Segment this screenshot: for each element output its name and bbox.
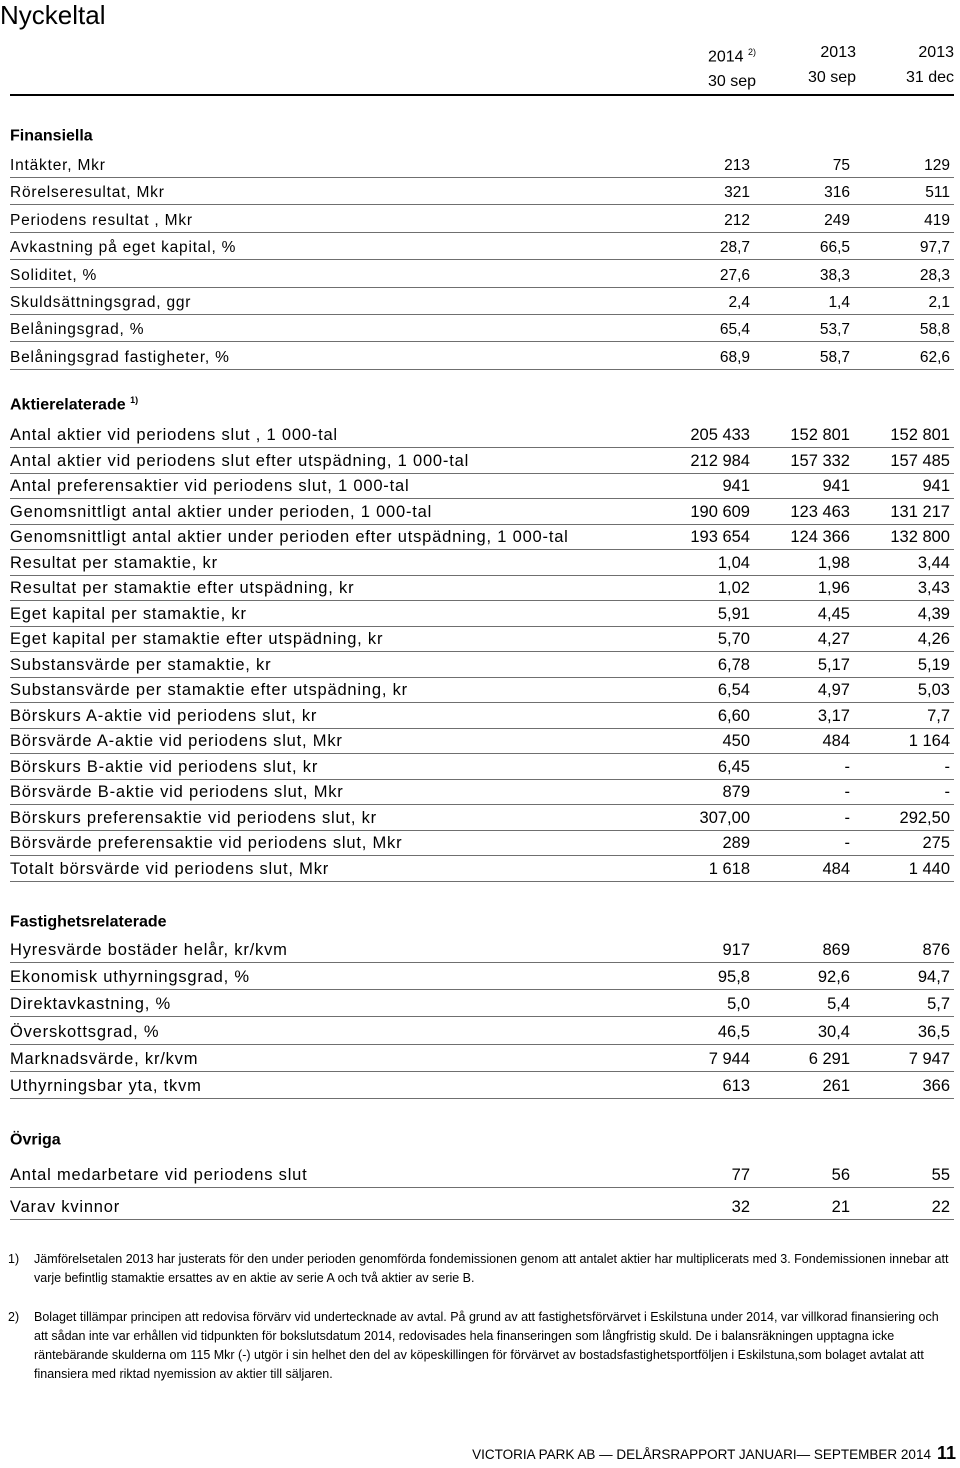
row-value-col2: 124 366 [790,528,850,546]
section-title-aktie [10,395,138,414]
row-value-col3: 511 [925,184,950,201]
row-value-col1: 917 [722,941,750,959]
table-row [10,964,954,990]
footnote-text: Jämförelsetalen 2013 har justerats för den under perioden genomförda fondemissionen genom att antalet aktier har multiplicerats med 3. Fondemissionen innebar att varje befintlig stamaktie ersattes av en aktie av serie A och två aktier av serie B. [34,1252,949,1285]
row-value-col1: 2,4 [728,294,750,311]
row-label: Antal aktier vid periodens slut efter utspädning, 1 000-tal [10,452,470,470]
table-row [10,422,954,448]
table-row [10,1046,954,1072]
row-value-col3: 7 947 [908,1050,950,1068]
column-date: 30 sep [707,73,756,91]
column-year: 2013 [918,44,954,61]
row-value-col3: 275 [922,834,950,852]
row-label: Börskurs A-aktie vid periodens slut, kr [10,707,318,725]
table-row [10,207,954,233]
column-header-2 [756,40,856,90]
table-row [10,830,954,856]
row-value-col2: 941 [822,477,850,495]
row-label: Soliditet, % [10,267,98,284]
row-value-col1: 193 654 [690,528,750,546]
row-value-col1: 1 618 [708,860,750,878]
row-value-col1: 46,5 [717,1023,750,1041]
row-value-col1: 613 [722,1077,750,1095]
row-value-col2: 56 [831,1166,850,1184]
table-row [10,937,954,963]
column-header-1 [636,40,756,94]
table-row [10,856,954,882]
row-value-col2: 3,17 [817,707,850,725]
row-value-col1: 289 [722,834,750,852]
row-value-col2: 4,97 [817,681,850,699]
row-value-col1: 212 [724,212,750,229]
row-value-col2: 1,4 [828,294,850,311]
row-value-col2: 1,96 [817,579,850,597]
row-value-col3: 131 217 [890,503,950,521]
row-value-col2: 4,27 [817,630,850,648]
row-value-col2: 5,4 [827,995,850,1013]
row-value-col3: 3,43 [917,579,950,597]
row-value-col3: 132 800 [890,528,950,546]
row-value-col2: 75 [832,157,850,174]
row-label: Substansvärde per stamaktie efter utspädning, kr [10,681,408,699]
footnote-number: 2) [8,1310,20,1324]
row-value-col2: - [844,783,850,801]
row-value-col3: 58,8 [919,321,950,338]
row-value-col1: 6,60 [717,707,750,725]
row-label: Eget kapital per stamaktie efter utspädning, kr [10,630,384,648]
row-value-col1: 307,00 [699,809,750,827]
row-value-col2: - [844,758,850,776]
row-value-col3: - [944,758,950,776]
footnote-text: Bolaget tillämpar principen att redovisa förvärv vid undertecknade av avtal. På grund av att fastighetsförvärvet i Eskilstuna under 2014, var villkorad finansiering och att sådan inte var erhållen vid tidpunkten för bokslutsdatum 2014, redovisades hela finanseringen som långfristig skuld. De i balansräkningen upptagna icke räntebärande skulderna om 115 Mkr (-) utgör i sin helhet den del av köpeskillingen för förvärvet av bostadsfastighetsportföljen i Eskilstuna,som bolaget avtalat att finansiera med riktad nyemission av aktier till säljaren. [34,1310,939,1381]
row-value-col3: 97,7 [919,239,950,256]
row-label: Belåningsgrad fastigheter, % [10,349,230,366]
table-row [10,1194,954,1220]
row-label: Ekonomisk uthyrningsgrad, % [10,968,250,986]
row-value-col2: 316 [824,184,850,201]
row-value-col1: 1,04 [717,554,750,572]
row-value-col3: 152 801 [890,426,950,444]
row-value-col2: 66,5 [819,239,850,256]
row-label: Uthyrningsbar yta, tkvm [10,1077,202,1095]
table-row [10,575,954,601]
row-value-col2: 484 [822,860,850,878]
table-row [10,234,954,260]
row-value-col1: 1,02 [717,579,750,597]
row-value-col1: 5,70 [717,630,750,648]
row-value-col3: 22 [931,1198,950,1216]
row-label: Totalt börsvärde vid periodens slut, Mkr [10,860,330,878]
row-value-col2: 38,3 [819,267,850,284]
row-label: Direktavkastning, % [10,995,172,1013]
table-row [10,1019,954,1045]
row-value-col2: - [844,834,850,852]
table-row [10,991,954,1017]
row-value-col2: 484 [822,732,850,750]
row-label: Varav kvinnor [10,1198,121,1216]
row-label: Antal preferensaktier vid periodens slut, 1 000-tal [10,477,410,495]
table-row [10,473,954,499]
row-value-col3: - [944,783,950,801]
row-value-col3: 157 485 [890,452,950,470]
section-title-ovriga [10,1130,61,1149]
table-row [10,524,954,550]
row-value-col1: 879 [722,783,750,801]
column-note: 2) [747,47,756,57]
table-row [10,754,954,780]
row-value-col1: 77 [731,1166,750,1184]
row-label: Substansvärde per stamaktie, kr [10,656,272,674]
row-value-col3: 419 [924,212,950,229]
row-value-col1: 6,54 [717,681,750,699]
row-value-col2: 5,17 [817,656,850,674]
row-label: Genomsnittligt antal aktier under perioden efter utspädning, 1 000-tal [10,528,569,546]
row-label: Börsvärde preferensaktie vid periodens slut, Mkr [10,834,403,852]
row-value-col3: 129 [924,157,950,174]
row-label: Börskurs preferensaktie vid periodens slut, kr [10,809,377,827]
column-date: 31 dec [905,69,954,86]
row-value-col2: 157 332 [790,452,850,470]
footnote-number: 1) [8,1252,20,1266]
row-value-col1: 68,9 [719,349,750,366]
table-row [10,601,954,627]
row-value-col3: 62,6 [919,349,950,366]
column-year: 2014 [707,48,744,66]
row-label: Hyresvärde bostäder helår, kr/kvm [10,941,288,959]
table-row [10,316,954,342]
table-row [10,289,954,315]
table-row [10,448,954,474]
row-value-col2: 21 [831,1198,850,1216]
row-value-col1: 5,0 [727,995,750,1013]
row-value-col3: 366 [922,1077,950,1095]
row-value-col1: 205 433 [690,426,750,444]
table-row [10,262,954,288]
row-value-col3: 4,26 [917,630,950,648]
row-value-col3: 876 [922,941,950,959]
row-value-col3: 4,39 [917,605,950,623]
row-value-col1: 28,7 [719,239,750,256]
table-row [10,550,954,576]
row-value-col2: 1,98 [817,554,850,572]
row-label: Resultat per stamaktie, kr [10,554,218,572]
row-value-col3: 1 164 [908,732,950,750]
row-label: Börskurs B-aktie vid periodens slut, kr [10,758,319,776]
row-label: Börsvärde B-aktie vid periodens slut, Mkr [10,783,344,801]
row-value-col1: 213 [724,157,750,174]
column-header [10,40,954,96]
section-title-text: Aktierelaterade [10,396,126,414]
table-row [10,677,954,703]
table-row [10,499,954,525]
row-label: Marknadsvärde, kr/kvm [10,1050,199,1068]
row-value-col1: 5,91 [717,605,750,623]
section-title-text: Fastighetsrelaterade [10,913,167,931]
row-value-col3: 94,7 [917,968,950,986]
row-label: Intäkter, Mkr [10,157,106,174]
table-row [10,805,954,831]
section-title-note: 1) [130,395,139,405]
row-value-col2: - [844,809,850,827]
table-row [10,728,954,754]
table-row [10,779,954,805]
page-footer [472,1443,956,1464]
row-label: Antal aktier vid periodens slut , 1 000-tal [10,426,338,444]
page-title: Nyckeltal [0,0,106,30]
column-date: 30 sep [807,69,856,86]
row-value-col3: 1 440 [908,860,950,878]
row-value-col2: 30,4 [817,1023,850,1041]
row-value-col2: 152 801 [790,426,850,444]
row-value-col3: 3,44 [917,554,950,572]
row-label: Överskottsgrad, % [10,1023,160,1041]
row-label: Börsvärde A-aktie vid periodens slut, Mkr [10,732,343,750]
row-label: Eget kapital per stamaktie, kr [10,605,247,623]
row-value-col1: 7 944 [708,1050,750,1068]
row-value-col3: 28,3 [919,267,950,284]
row-value-col1: 27,6 [719,267,750,284]
row-value-col3: 5,7 [927,995,950,1013]
row-value-col2: 261 [822,1077,850,1095]
row-value-col3: 5,19 [917,656,950,674]
row-value-col2: 58,7 [819,349,850,366]
row-value-col3: 292,50 [899,809,950,827]
row-label: Avkastning på eget kapital, % [10,239,237,256]
row-value-col1: 65,4 [719,321,750,338]
row-label: Resultat per stamaktie efter utspädning, kr [10,579,355,597]
column-year: 2013 [820,44,856,61]
footer-text: VICTORIA PARK AB — DELÅRSRAPPORT JANUARI— SEPTEMBER 2014 [472,1447,931,1462]
row-label: Skuldsättningsgrad, ggr [10,294,192,311]
table-row [10,1073,954,1099]
row-value-col2: 53,7 [819,321,850,338]
table-row [10,1162,954,1188]
row-value-col2: 6 291 [808,1050,850,1068]
section-title-finansiella [10,126,93,145]
table-row [10,344,954,370]
row-value-col1: 6,45 [717,758,750,776]
row-value-col3: 7,7 [927,707,950,725]
row-value-col2: 249 [824,212,850,229]
table-row [10,652,954,678]
row-label: Periodens resultat , Mkr [10,212,193,229]
table-row [10,703,954,729]
row-value-col2: 123 463 [790,503,850,521]
section-title-text: Övriga [10,1131,61,1149]
row-label: Rörelseresultat, Mkr [10,184,165,201]
row-value-col1: 212 984 [690,452,750,470]
row-value-col1: 95,8 [717,968,750,986]
row-value-col1: 32 [731,1198,750,1216]
row-label: Genomsnittligt antal aktier under perioden, 1 000-tal [10,503,433,521]
table-row [10,626,954,652]
row-value-col3: 941 [922,477,950,495]
row-value-col3: 55 [931,1166,950,1184]
row-value-col2: 92,6 [817,968,850,986]
row-value-col1: 941 [722,477,750,495]
section-title-fastighet [10,912,167,931]
row-value-col3: 2,1 [928,294,950,311]
page-number: 11 [936,1443,956,1463]
row-value-col1: 6,78 [717,656,750,674]
row-value-col1: 321 [724,184,750,201]
table-row [10,152,954,178]
row-label: Belåningsgrad, % [10,321,145,338]
row-value-col3: 5,03 [917,681,950,699]
row-value-col2: 4,45 [817,605,850,623]
row-value-col2: 869 [822,941,850,959]
row-value-col1: 450 [722,732,750,750]
row-value-col1: 190 609 [690,503,750,521]
column-header-3 [854,40,954,90]
section-title-text: Finansiella [10,127,93,145]
row-value-col3: 36,5 [917,1023,950,1041]
row-label: Antal medarbetare vid periodens slut [10,1166,308,1184]
table-row [10,179,954,205]
